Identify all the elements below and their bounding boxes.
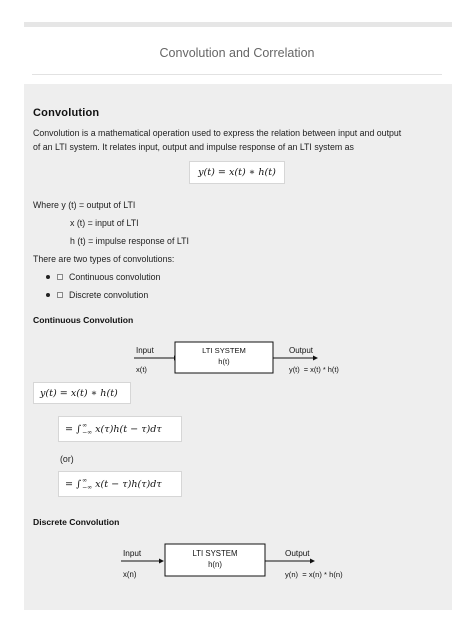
box-signal: h(t) [218, 357, 230, 366]
box-title: LTI SYSTEM [202, 346, 246, 355]
input-arrow-head [159, 559, 164, 564]
where-impulse: h (t) = impulse response of LTI [70, 236, 189, 246]
where-line: Where y (t) = output of LTI [33, 200, 136, 210]
discrete-heading: Discrete Convolution [33, 517, 120, 527]
integral-lower: −∞ [82, 484, 93, 491]
continuous-heading: Continuous Convolution [33, 315, 134, 325]
main-equation: y(t) = x(t) ∗ h(t) [189, 161, 285, 184]
list-item: Discrete convolution [69, 290, 149, 300]
bullet-icon [46, 275, 50, 279]
box-signal: h(n) [208, 560, 222, 569]
output-label: Output [289, 346, 314, 355]
integrand: x(t − τ)h(τ)dτ [95, 478, 162, 490]
title-divider [32, 74, 442, 75]
output-arrow-head [313, 356, 318, 361]
continuous-equation-3: = ∫ ∞ −∞ x(t − τ)h(τ)dτ [58, 471, 182, 497]
where-input: x (t) = input of LTI [70, 218, 139, 228]
continuous-equation-2 [58, 416, 182, 442]
page-title: Convolution and Correlation [159, 46, 315, 60]
output-signal: y(n) = x(n) * h(n) [285, 570, 343, 579]
box-title: LTI SYSTEM [192, 549, 238, 558]
integral-upper: ∞ [82, 422, 88, 429]
intro-line-1: Convolution is a mathematical operation used to express the relation between input and output [33, 128, 402, 138]
output-signal: y(t) = x(t) * h(t) [289, 365, 339, 374]
list-item: Continuous convolution [69, 272, 161, 282]
integral-lower: −∞ [82, 429, 93, 436]
input-label: Input [136, 346, 154, 355]
continuous-equation-1: y(t) = x(t) ∗ h(t) [33, 382, 131, 404]
checkbox-icon [57, 274, 63, 280]
discrete-block-diagram [118, 540, 368, 586]
integrand: x(τ)h(t − τ)dτ [95, 423, 162, 435]
equals-integral: = ∫ [65, 423, 82, 435]
continuous-block-diagram [130, 338, 360, 380]
input-signal: x(t) [136, 365, 147, 374]
bullet-icon [46, 293, 50, 297]
output-label: Output [285, 549, 310, 558]
output-arrow-head [310, 559, 315, 564]
checkbox-icon [57, 292, 63, 298]
or-text: (or) [60, 454, 74, 464]
top-bar [24, 22, 452, 27]
integral-upper: ∞ [82, 477, 88, 484]
input-label: Input [123, 549, 142, 558]
section-heading: Convolution [33, 107, 100, 119]
intro-line-2: of an LTI system. It relates input, output and impulse response of an LTI system as [33, 142, 354, 152]
input-signal: x(n) [123, 570, 137, 579]
types-intro: There are two types of convolutions: [33, 254, 175, 264]
